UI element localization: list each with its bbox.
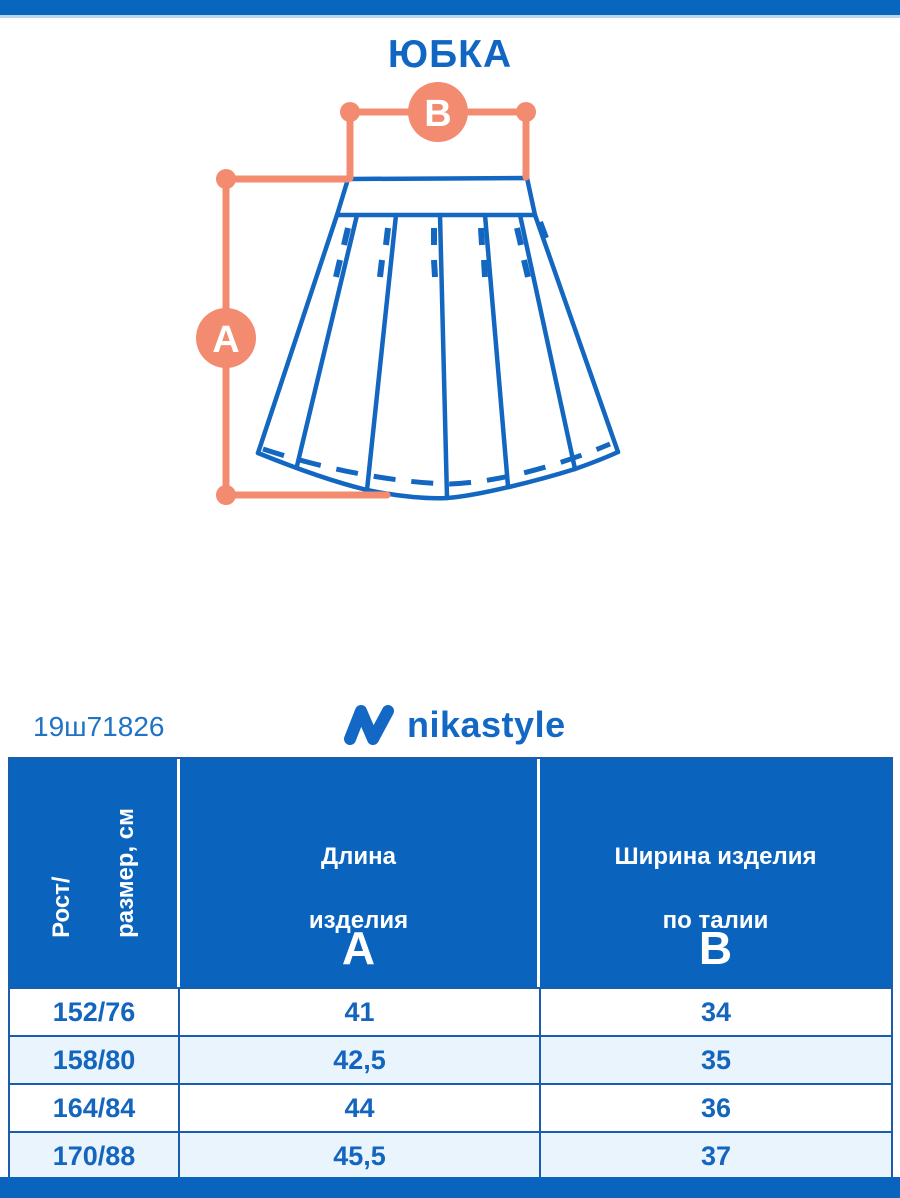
skirt-outline: [258, 178, 618, 498]
cell-width: 37: [700, 1140, 732, 1171]
measure-lines: [226, 112, 526, 495]
header-cell-length: [180, 759, 540, 987]
cell-length: 42,5: [180, 1037, 541, 1083]
table-row: [10, 1083, 891, 1131]
hem-dashed-line: [263, 444, 610, 484]
measure-b-label: B: [424, 93, 452, 135]
table-row: [10, 1131, 891, 1179]
measure-dots: [216, 102, 536, 505]
header-length-line1: Длина: [321, 843, 396, 870]
measure-a-badge: [196, 308, 256, 368]
measure-b-badge: [408, 82, 468, 142]
nikastyle-wave-icon: [343, 702, 395, 748]
header-width-line1: Ширина изделия: [614, 843, 817, 870]
header-size-line2: размер, см: [111, 808, 139, 938]
header-width-letter: B: [698, 922, 733, 974]
brand-name: nikastyle: [407, 704, 566, 745]
cell-size: 164/84: [10, 1085, 180, 1131]
cell-width: 35: [700, 1044, 732, 1075]
rotated-header-wrap: [10, 759, 177, 987]
cell-length: 45,5: [180, 1133, 541, 1179]
bottom-decor-bar: [0, 1177, 900, 1198]
header-cell-width: [540, 759, 891, 987]
cell-size: 170/88: [10, 1133, 180, 1179]
header-width-line2: по талии: [662, 907, 769, 934]
cell-width: 36: [700, 1092, 732, 1123]
header-length-letter: A: [341, 922, 376, 974]
cell-size: 158/80: [10, 1037, 180, 1083]
table-row: [10, 1035, 891, 1083]
brand-logo: [343, 700, 583, 750]
table-row: [10, 987, 891, 1035]
size-table: [8, 757, 893, 1181]
size-table-header: [10, 759, 891, 987]
article-number: 19ш71826: [33, 711, 165, 742]
cell-width: 34: [700, 996, 732, 1027]
measure-a-label: A: [212, 319, 240, 361]
cell-size: 152/76: [10, 989, 180, 1035]
cell-length: 41: [180, 989, 541, 1035]
header-cell-size: [10, 759, 180, 987]
page-title: ЮБКА: [387, 33, 513, 76]
cell-length: 44: [180, 1085, 541, 1131]
header-size-label: [46, 808, 142, 938]
header-size-line1: Рост/: [47, 876, 75, 938]
header-length-line2: изделия: [308, 907, 409, 934]
